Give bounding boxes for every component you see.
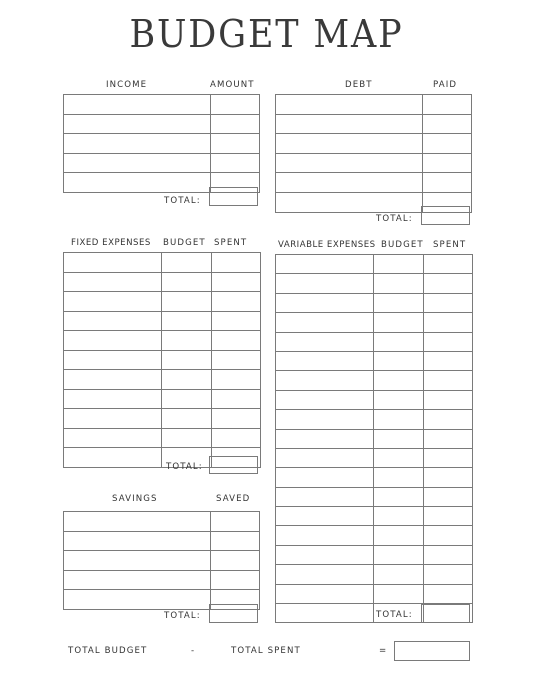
saved-header: SAVED bbox=[216, 494, 251, 504]
fixed-expenses-table bbox=[63, 252, 261, 468]
table-row bbox=[64, 428, 261, 448]
table-cell[interactable] bbox=[162, 272, 212, 292]
minus-sign: - bbox=[191, 646, 196, 656]
table-cell[interactable] bbox=[211, 512, 260, 532]
table-row bbox=[276, 173, 472, 193]
table-cell[interactable] bbox=[423, 95, 472, 115]
table-cell[interactable] bbox=[64, 253, 162, 273]
table-cell[interactable] bbox=[276, 153, 423, 173]
income-table bbox=[63, 94, 260, 193]
table-cell[interactable] bbox=[374, 351, 424, 370]
amount-header: AMOUNT bbox=[210, 80, 255, 90]
debt-table bbox=[275, 94, 472, 213]
table-cell[interactable] bbox=[424, 390, 473, 409]
table-cell[interactable] bbox=[424, 410, 473, 429]
table-cell[interactable] bbox=[162, 253, 212, 273]
table-cell[interactable] bbox=[276, 332, 374, 351]
table-row bbox=[276, 448, 473, 467]
table-cell[interactable] bbox=[276, 468, 374, 487]
table-cell[interactable] bbox=[276, 545, 374, 564]
equals-sign: = bbox=[379, 646, 388, 656]
table-cell[interactable] bbox=[64, 114, 211, 134]
table-cell[interactable] bbox=[423, 153, 472, 173]
table-cell[interactable] bbox=[423, 134, 472, 154]
fixed-budget-header: BUDGET bbox=[163, 238, 206, 248]
table-row bbox=[276, 507, 473, 526]
table-cell[interactable] bbox=[276, 565, 374, 584]
table-cell[interactable] bbox=[374, 255, 424, 274]
debt-total-field[interactable] bbox=[421, 206, 470, 225]
variable-total-field[interactable] bbox=[421, 604, 470, 623]
table-cell[interactable] bbox=[374, 584, 424, 603]
table-cell[interactable] bbox=[276, 313, 374, 332]
table-row bbox=[64, 292, 261, 312]
table-row bbox=[276, 468, 473, 487]
table-cell[interactable] bbox=[424, 448, 473, 467]
table-cell[interactable] bbox=[162, 292, 212, 312]
grand-total-field[interactable] bbox=[394, 641, 470, 661]
table-cell[interactable] bbox=[276, 95, 423, 115]
table-cell[interactable] bbox=[374, 565, 424, 584]
table-cell[interactable] bbox=[276, 429, 374, 448]
table-row bbox=[64, 253, 261, 273]
table-row bbox=[64, 512, 260, 532]
savings-total-field[interactable] bbox=[209, 604, 258, 623]
table-cell[interactable] bbox=[276, 526, 374, 545]
table-cell[interactable] bbox=[424, 565, 473, 584]
table-cell[interactable] bbox=[64, 428, 162, 448]
table-cell[interactable] bbox=[211, 134, 260, 154]
table-cell[interactable] bbox=[64, 551, 211, 571]
table-row bbox=[64, 134, 260, 154]
table-row bbox=[64, 331, 261, 351]
table-cell[interactable] bbox=[162, 389, 212, 409]
debt-header: DEBT bbox=[345, 80, 373, 90]
table-cell[interactable] bbox=[211, 153, 260, 173]
table-row bbox=[64, 570, 260, 590]
table-cell[interactable] bbox=[64, 389, 162, 409]
table-cell[interactable] bbox=[424, 429, 473, 448]
table-cell[interactable] bbox=[64, 272, 162, 292]
savings-total-label: TOTAL: bbox=[164, 611, 201, 621]
table-cell[interactable] bbox=[64, 153, 211, 173]
table-row bbox=[276, 274, 473, 293]
table-row bbox=[276, 351, 473, 370]
table-cell[interactable] bbox=[212, 409, 261, 429]
table-row bbox=[64, 409, 261, 429]
table-row bbox=[64, 350, 261, 370]
table-cell[interactable] bbox=[424, 255, 473, 274]
table-row bbox=[276, 390, 473, 409]
table-cell[interactable] bbox=[64, 311, 162, 331]
table-cell[interactable] bbox=[424, 468, 473, 487]
total-spent-label: TOTAL SPENT bbox=[231, 646, 301, 656]
table-cell[interactable] bbox=[64, 531, 211, 551]
table-cell[interactable] bbox=[162, 428, 212, 448]
table-cell[interactable] bbox=[64, 350, 162, 370]
table-row bbox=[64, 311, 261, 331]
table-cell[interactable] bbox=[424, 545, 473, 564]
table-cell[interactable] bbox=[212, 253, 261, 273]
variable-total-label: TOTAL: bbox=[376, 610, 413, 620]
table-cell[interactable] bbox=[212, 311, 261, 331]
income-total-label: TOTAL: bbox=[164, 196, 201, 206]
table-cell[interactable] bbox=[64, 409, 162, 429]
variable-budget-header: BUDGET bbox=[381, 240, 424, 250]
table-cell[interactable] bbox=[423, 173, 472, 193]
debt-total-label: TOTAL: bbox=[376, 214, 413, 224]
table-cell[interactable] bbox=[64, 331, 162, 351]
table-cell[interactable] bbox=[374, 390, 424, 409]
table-row bbox=[276, 584, 473, 603]
table-cell[interactable] bbox=[211, 551, 260, 571]
table-cell[interactable] bbox=[162, 409, 212, 429]
fixed-total-label: TOTAL: bbox=[166, 462, 203, 472]
table-row bbox=[276, 565, 473, 584]
table-row bbox=[276, 153, 472, 173]
savings-header: SAVINGS bbox=[112, 494, 158, 504]
table-row bbox=[276, 371, 473, 390]
table-row bbox=[276, 95, 472, 115]
table-row bbox=[276, 526, 473, 545]
table-cell[interactable] bbox=[423, 114, 472, 134]
table-row bbox=[276, 545, 473, 564]
table-cell[interactable] bbox=[374, 371, 424, 390]
fixed-expenses-header: FIXED EXPENSES bbox=[71, 238, 151, 248]
table-cell[interactable] bbox=[374, 410, 424, 429]
table-cell[interactable] bbox=[276, 390, 374, 409]
table-cell[interactable] bbox=[276, 114, 423, 134]
table-cell[interactable] bbox=[276, 255, 374, 274]
table-row bbox=[276, 293, 473, 312]
table-cell[interactable] bbox=[424, 507, 473, 526]
table-row bbox=[276, 134, 472, 154]
income-total-field[interactable] bbox=[209, 187, 258, 206]
table-cell[interactable] bbox=[276, 507, 374, 526]
table-cell[interactable] bbox=[374, 293, 424, 312]
table-cell[interactable] bbox=[424, 313, 473, 332]
table-cell[interactable] bbox=[424, 526, 473, 545]
variable-spent-header: SPENT bbox=[433, 240, 467, 250]
table-row bbox=[64, 531, 260, 551]
paid-header: PAID bbox=[433, 80, 458, 90]
table-row bbox=[64, 272, 261, 292]
savings-table bbox=[63, 511, 260, 610]
table-cell[interactable] bbox=[374, 526, 424, 545]
table-row bbox=[64, 370, 261, 390]
table-cell[interactable] bbox=[212, 370, 261, 390]
table-cell[interactable] bbox=[211, 114, 260, 134]
table-cell[interactable] bbox=[64, 95, 211, 115]
table-cell[interactable] bbox=[64, 173, 211, 193]
table-cell[interactable] bbox=[276, 173, 423, 193]
table-cell[interactable] bbox=[276, 192, 423, 212]
table-cell[interactable] bbox=[162, 370, 212, 390]
table-cell[interactable] bbox=[212, 331, 261, 351]
table-cell[interactable] bbox=[424, 274, 473, 293]
table-cell[interactable] bbox=[212, 272, 261, 292]
table-row bbox=[64, 95, 260, 115]
table-cell[interactable] bbox=[64, 448, 162, 468]
table-cell[interactable] bbox=[374, 332, 424, 351]
table-cell[interactable] bbox=[64, 370, 162, 390]
table-cell[interactable] bbox=[374, 448, 424, 467]
table-row bbox=[64, 551, 260, 571]
table-cell[interactable] bbox=[162, 311, 212, 331]
table-row bbox=[276, 410, 473, 429]
table-cell[interactable] bbox=[212, 350, 261, 370]
fixed-spent-header: SPENT bbox=[214, 238, 248, 248]
table-cell[interactable] bbox=[424, 487, 473, 506]
fixed-total-field[interactable] bbox=[209, 456, 258, 474]
table-cell[interactable] bbox=[211, 531, 260, 551]
income-header: INCOME bbox=[106, 80, 148, 90]
table-cell[interactable] bbox=[212, 428, 261, 448]
table-cell[interactable] bbox=[374, 507, 424, 526]
table-cell[interactable] bbox=[374, 429, 424, 448]
table-cell[interactable] bbox=[276, 448, 374, 467]
variable-expenses-table bbox=[275, 254, 473, 623]
table-cell[interactable] bbox=[64, 590, 211, 610]
table-cell[interactable] bbox=[162, 350, 212, 370]
table-cell[interactable] bbox=[374, 468, 424, 487]
table-cell[interactable] bbox=[276, 410, 374, 429]
table-cell[interactable] bbox=[424, 332, 473, 351]
table-row bbox=[64, 114, 260, 134]
table-row bbox=[276, 487, 473, 506]
table-cell[interactable] bbox=[64, 570, 211, 590]
table-cell[interactable] bbox=[212, 292, 261, 312]
table-row bbox=[64, 389, 261, 409]
table-cell[interactable] bbox=[424, 351, 473, 370]
table-cell[interactable] bbox=[424, 293, 473, 312]
table-cell[interactable] bbox=[64, 512, 211, 532]
table-cell[interactable] bbox=[374, 274, 424, 293]
table-cell[interactable] bbox=[211, 570, 260, 590]
table-row bbox=[276, 429, 473, 448]
table-row bbox=[276, 332, 473, 351]
table-cell[interactable] bbox=[162, 331, 212, 351]
page-title: BUDGET MAP bbox=[129, 12, 404, 56]
table-cell[interactable] bbox=[276, 604, 374, 623]
table-cell[interactable] bbox=[276, 351, 374, 370]
table-cell[interactable] bbox=[64, 292, 162, 312]
table-cell[interactable] bbox=[211, 95, 260, 115]
total-budget-label: TOTAL BUDGET bbox=[68, 646, 148, 656]
table-row bbox=[276, 114, 472, 134]
table-row bbox=[276, 313, 473, 332]
table-cell[interactable] bbox=[276, 274, 374, 293]
table-cell[interactable] bbox=[424, 371, 473, 390]
table-cell[interactable] bbox=[424, 584, 473, 603]
table-cell[interactable] bbox=[212, 389, 261, 409]
table-cell[interactable] bbox=[276, 293, 374, 312]
table-cell[interactable] bbox=[374, 313, 424, 332]
variable-expenses-header: VARIABLE EXPENSES bbox=[278, 240, 376, 250]
table-cell[interactable] bbox=[374, 545, 424, 564]
table-cell[interactable] bbox=[374, 487, 424, 506]
table-cell[interactable] bbox=[276, 584, 374, 603]
table-row bbox=[64, 153, 260, 173]
table-cell[interactable] bbox=[276, 134, 423, 154]
table-cell[interactable] bbox=[276, 487, 374, 506]
table-row bbox=[276, 255, 473, 274]
table-cell[interactable] bbox=[276, 371, 374, 390]
table-cell[interactable] bbox=[64, 134, 211, 154]
